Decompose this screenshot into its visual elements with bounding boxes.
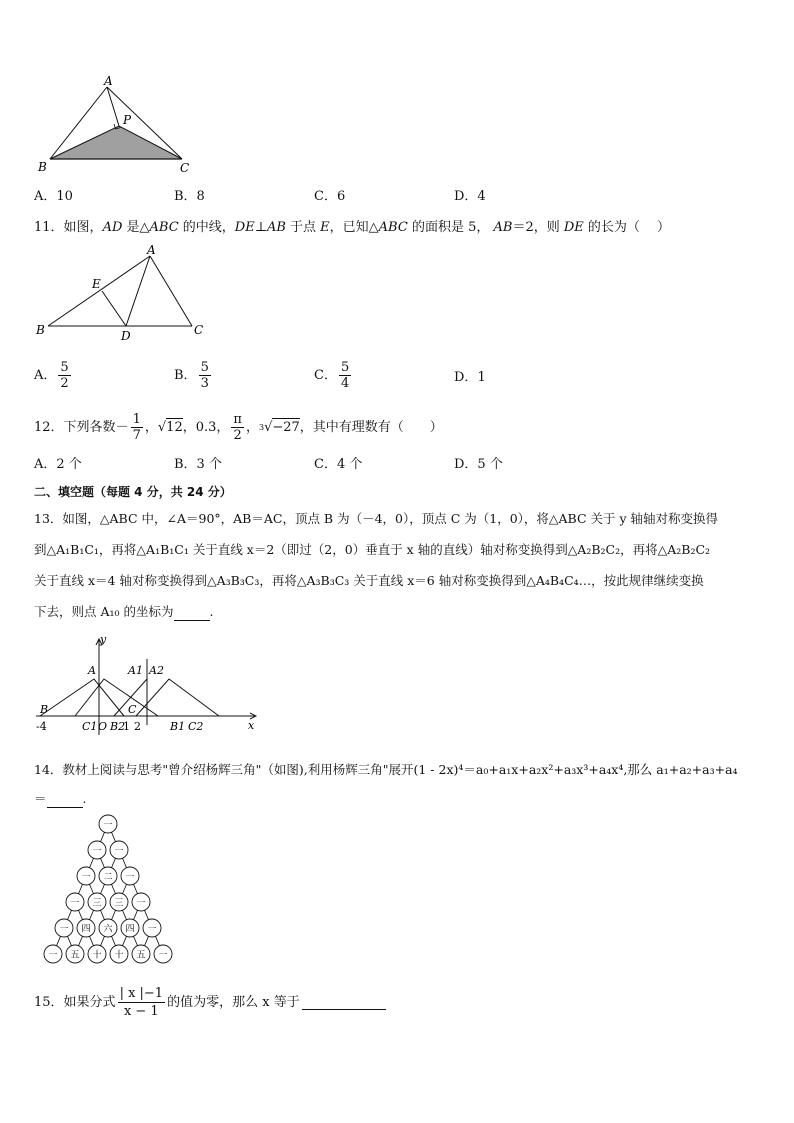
triangle-cell-value: 十 [114, 950, 124, 961]
triangle-connector [57, 936, 61, 945]
label-c1: C1 [82, 720, 98, 733]
triangle-cell-value: 一 [48, 950, 58, 961]
triangle-cell-value: 一 [103, 820, 113, 831]
triangle-cell-value: 一 [59, 924, 69, 935]
label-p: P [123, 113, 132, 127]
triangle-connector [90, 936, 94, 945]
label-b: B [40, 703, 49, 716]
triangle-connector [134, 884, 138, 893]
triangle-connector [145, 936, 149, 945]
q11-option-d: D．1 [454, 370, 486, 385]
label-x: x [248, 719, 255, 732]
triangle-cell-value: 三 [92, 898, 102, 909]
triangle-connector [101, 910, 105, 919]
question-14-line-2: ＝ . [34, 791, 87, 806]
q10-option-b: B．8 [174, 189, 205, 204]
triangle-connector [145, 910, 149, 919]
triangle-cell-value: 四 [125, 924, 135, 935]
triangle-connector [101, 858, 105, 867]
figure-triangle-abp [30, 75, 200, 175]
triangle-cell-value: 一 [114, 846, 124, 857]
q12-option-d: D．5 个 [454, 457, 503, 472]
triangle-connector [79, 884, 83, 893]
section-2-heading: 二、填空题（每题 4 分，共 24 分） [34, 485, 232, 499]
triangle-connector [134, 936, 138, 945]
triangle-cell-value: 四 [81, 924, 91, 935]
triangle-connector [90, 858, 94, 867]
triangle-connector [90, 884, 94, 893]
label-c: C [128, 703, 137, 716]
question-13-line-2: 到△A₁B₁C₁，再将△A₁B₁C₁ 关于直线 x＝2（即过（2，0）垂直于 x 轴的直线）轴对称变换得到△A₂B₂C₂，再将△A₂B₂C₂ [34, 542, 711, 557]
cbrt-symbol: √ [264, 419, 273, 435]
q12-option-a: A．2 个 [34, 457, 82, 472]
triangle-connector [123, 858, 127, 867]
label-y: y [100, 633, 107, 646]
q10-option-a: A．10 [34, 189, 73, 204]
triangle-cell-value: 一 [81, 872, 91, 883]
q10-option-d: D．4 [454, 189, 486, 204]
triangle-cell-value: 一 [92, 846, 102, 857]
label-b2: B2 [110, 720, 126, 733]
label-b: B [38, 160, 47, 174]
label-b1: B1 [170, 720, 186, 733]
q11-option-c: C． $\frac{5}{4}$ [314, 360, 350, 391]
triangle-cell-value: 五 [70, 950, 80, 961]
question-13-line-1: 13．如图，△ABC 中，∠A＝90°，AB＝AC，顶点 B 为（－4，0），顶点 C 为（1，0），将△ABC 关于 y 轴轴对称变换得 [34, 511, 719, 526]
triangle-connector [101, 936, 105, 945]
label-a2: A2 [149, 664, 164, 677]
shaded-triangle-bpc [50, 126, 182, 159]
triangle-connector [112, 832, 116, 841]
triangle-cell-value: 一 [158, 950, 168, 961]
figure-q11-triangle [30, 242, 220, 346]
triangle-connector [123, 936, 127, 945]
label-a: A [147, 243, 156, 257]
question-15-stem: 15． 如果分式 $\frac{| x |-1}{x - 1}$ 的值为零，那么 x 等于 [34, 985, 386, 1020]
question-11-stem: 11．如图，AD 是△ABC 的中线，DE⊥AB 于点 E，已知△ABC 的面积是 5， AB＝2，则 DE 的长为（ ） [34, 220, 671, 235]
label-c: C [194, 323, 204, 337]
triangle-connector [112, 884, 116, 893]
triangle-connector [90, 910, 94, 919]
label-b: B [36, 323, 45, 337]
triangle-cell-value: 一 [70, 898, 80, 909]
answer-blank[interactable] [174, 606, 210, 621]
triangle-connector [101, 832, 105, 841]
triangle-connector [101, 884, 105, 893]
label-c: C [180, 161, 190, 175]
triangle-cell-value: 五 [136, 950, 146, 961]
question-13-line-4: 下去，则点 A₁₀ 的坐标为 . [34, 604, 214, 619]
triangle-cell-value: 一 [147, 924, 157, 935]
question-14-line-1: 14．教材上阅读与思考"曾介绍杨辉三角"（如图),利用杨辉三角"展开(1 - 2x)⁴＝a₀+a₁x+a₂x²+a₃x³+a₄x⁴,那么 a₁+a₂+a₃+a₄ [34, 762, 738, 777]
q11-option-b: B． $\frac{5}{3}$ [174, 360, 209, 391]
triangle-connector [112, 910, 116, 919]
triangle-connector [123, 884, 127, 893]
q12-option-c: C．4 个 [314, 457, 363, 472]
triangle-cell-value: 一 [136, 898, 146, 909]
triangle-connector [79, 910, 83, 919]
answer-blank[interactable] [302, 995, 386, 1010]
q10-option-c: C．6 [314, 189, 346, 204]
figure-q13-coordinate [30, 633, 270, 739]
label-a: A [88, 664, 96, 677]
triangle-connector [156, 936, 160, 945]
label-a1: A1 [128, 664, 143, 677]
triangle-connector [68, 910, 72, 919]
question-13-line-3: 关于直线 x＝4 轴对称变换得到△A₃B₃C₃，再将△A₃B₃C₃ 关于直线 x＝6 轴对称变换得到△A₄B₄C₄…，按此规律继续变换 [34, 573, 704, 588]
label-one: 1 [123, 720, 130, 733]
label-two: 2 [134, 720, 141, 733]
triangle-cell-value: 十 [92, 950, 102, 961]
q12-option-b: B．3 个 [174, 457, 222, 472]
q11-option-a: A． $\frac{5}{2}$ [34, 360, 69, 391]
question-12-stem: 12． 下列各数 － $\frac{1}{7}$ ， √ 12 ，0.3， $\frac{\pi}{2}$ ， 3 √ −27 ，其中有理数有（ ） [34, 412, 443, 443]
label-d: D [121, 329, 131, 343]
triangle-connector [68, 936, 72, 945]
label-m4: -4 [36, 720, 47, 733]
triangle-cell-value: 三 [114, 898, 124, 909]
triangle-connector [112, 858, 116, 867]
answer-blank[interactable] [47, 793, 83, 808]
triangle-connector [79, 936, 83, 945]
triangle-cell-value: 二 [103, 872, 113, 883]
yang-hui-triangle [38, 812, 178, 977]
sqrt-symbol: √ [157, 419, 167, 435]
triangle-connector [134, 910, 138, 919]
triangle-connector [112, 936, 116, 945]
label-a: A [104, 75, 113, 88]
triangle-connector [123, 910, 127, 919]
triangle-cell-value: 六 [103, 924, 113, 935]
triangle-cell-value: 一 [125, 872, 135, 883]
label-c2: C2 [188, 720, 204, 733]
label-o: O [98, 720, 108, 733]
label-e: E [92, 277, 101, 291]
